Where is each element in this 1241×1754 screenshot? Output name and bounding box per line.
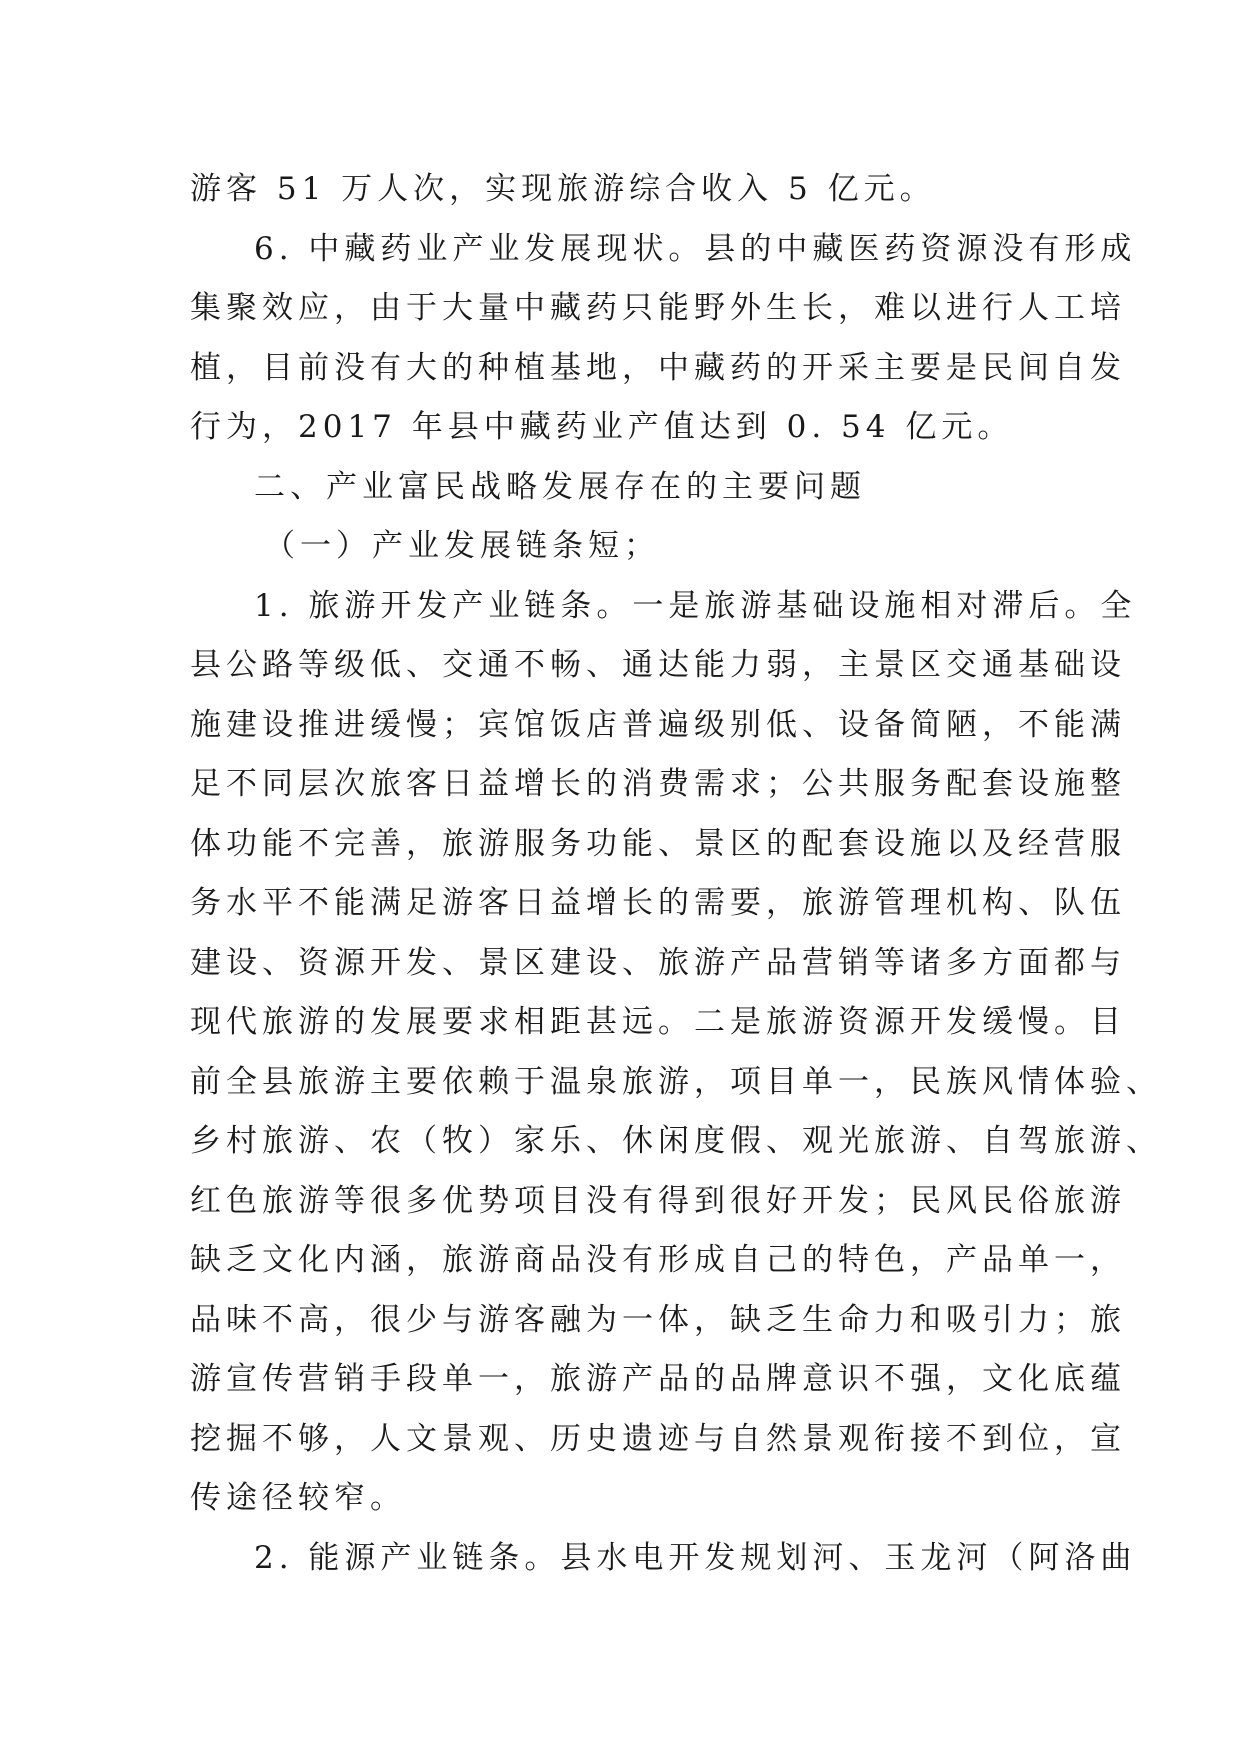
text-line: 施建设推进缓慢；宾馆饭店普遍级别低、设备简陋，不能满 <box>190 706 1126 743</box>
section-heading: 二、产业富民战略发展存在的主要问题 <box>254 468 866 505</box>
text-line: 游客 51 万人次，实现旅游综合收入 5 亿元。 <box>190 171 936 207</box>
text-line: 乡村旅游、农（牧）家乐、休闲度假、观光旅游、自驾旅游、 <box>190 1123 1162 1159</box>
text-line: 游宣传营销手段单一，旅游产品的品牌意识不强，文化底蕴 <box>190 1361 1126 1397</box>
paragraph-start-line: 6. 中藏药业产业发展现状。县的中藏医药资源没有形成 <box>254 230 1137 267</box>
text-line: 集聚效应，由于大量中藏药只能野外生长，难以进行人工培 <box>190 290 1126 326</box>
text-line: 植，目前没有大的种植基地，中藏药的开采主要是民间自发 <box>190 349 1126 386</box>
text-line: 县公路等级低、交通不畅、通达能力弱，主景区交通基础设 <box>190 647 1126 683</box>
text-line: 前全县旅游主要依赖于温泉旅游，项目单一，民族风情体验、 <box>190 1063 1162 1100</box>
text-line: 足不同层次旅客日益增长的消费需求；公共服务配套设施整 <box>190 766 1126 802</box>
text-line: 行为，2017 年县中藏药业产值达到 0. 54 亿元。 <box>190 409 1014 445</box>
paragraph-start-line: 1. 旅游开发产业链条。一是旅游基础设施相对滞后。全 <box>254 587 1137 624</box>
subsection-heading: （一）产业发展链条短； <box>264 528 660 564</box>
body-text <box>190 160 1162 1588</box>
text-line: 缺乏文化内涵，旅游商品没有形成自己的特色，产品单一， <box>190 1242 1126 1278</box>
text-line: 传途径较窄。 <box>190 1480 406 1516</box>
text-line: 红色旅游等很多优势项目没有得到很好开发；民风民俗旅游 <box>190 1182 1126 1219</box>
paragraph-start-line: 2. 能源产业链条。县水电开发规划河、玉龙河（阿洛曲 <box>254 1539 1137 1576</box>
text-line: 务水平不能满足游客日益增长的需要，旅游管理机构、队伍 <box>190 885 1126 921</box>
text-line: 挖掘不够，人文景观、历史遗迹与自然景观衔接不到位，宣 <box>190 1420 1126 1457</box>
text-line: 建设、资源开发、景区建设、旅游产品营销等诸多方面都与 <box>190 944 1126 981</box>
text-line: 现代旅游的发展要求相距甚远。二是旅游资源开发缓慢。目 <box>190 1004 1126 1040</box>
text-line: 品味不高，很少与游客融为一体，缺乏生命力和吸引力；旅 <box>190 1301 1126 1338</box>
text-line: 体功能不完善，旅游服务功能、景区的配套设施以及经营服 <box>190 825 1126 862</box>
